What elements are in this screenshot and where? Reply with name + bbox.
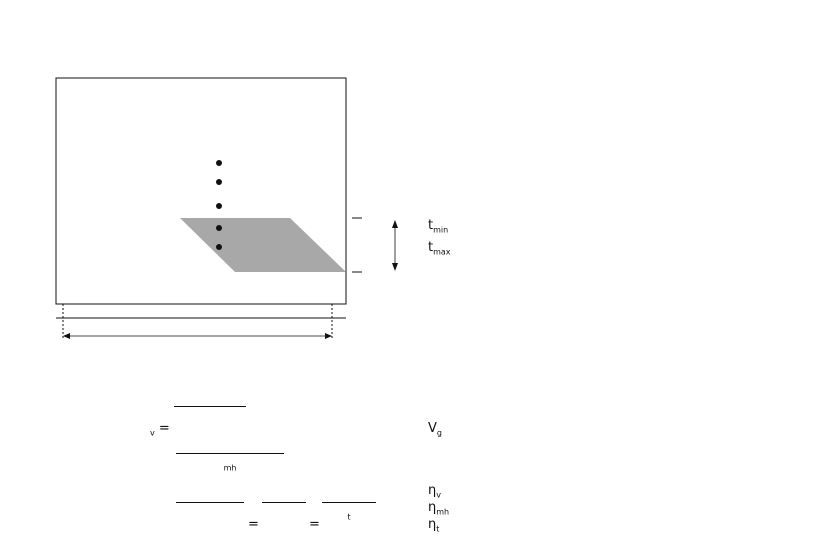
- power-denominator-2: [262, 503, 306, 505]
- operating-point: [216, 203, 222, 209]
- flow-lhs: $_v$ =: [150, 421, 170, 438]
- viscosity-temperature-chart: [0, 58, 420, 378]
- power-denominator-1: [176, 503, 244, 505]
- operating-area: [180, 218, 346, 272]
- operating-point: [216, 225, 222, 231]
- operating-point: [216, 244, 222, 250]
- torque-fraction: [176, 451, 284, 472]
- equals-sign: =: [248, 517, 259, 532]
- operating-point: [216, 160, 222, 166]
- flow-fraction: [174, 404, 246, 409]
- flow-denominator: [174, 407, 246, 409]
- power-denominator-3: t: [347, 512, 351, 522]
- power-fraction-3: [322, 500, 376, 521]
- equals-sign: =: [309, 517, 320, 532]
- legend-nv-symbol: $\eta_v$: [428, 483, 441, 500]
- t-min-value: $t_{min}$: [428, 218, 449, 235]
- power-fraction-2: [262, 500, 306, 505]
- t-max-value: $t_{max}$: [428, 240, 451, 257]
- torque-denominator: mh: [223, 463, 237, 473]
- operating-point: [216, 179, 222, 185]
- power-fraction-1: [176, 500, 244, 505]
- legend-nt-symbol: $\eta_t$: [428, 517, 440, 534]
- legend-vg-symbol: $V_g$: [428, 421, 442, 438]
- legend-nmh-symbol: $\eta_{mh}$: [428, 500, 450, 517]
